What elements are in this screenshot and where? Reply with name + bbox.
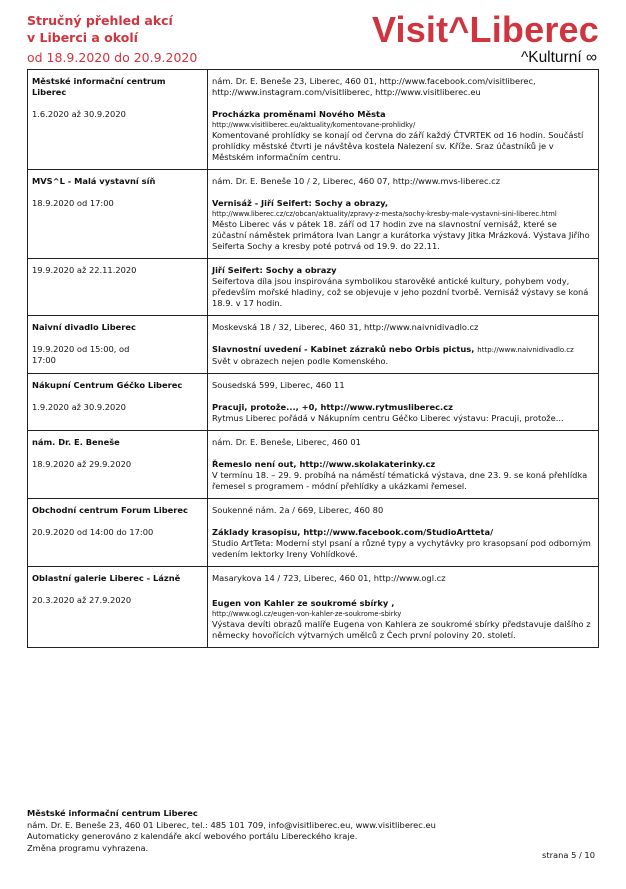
- event-date: 1.6.2020 až 30.9.2020: [32, 109, 126, 119]
- document-title: [27, 12, 173, 46]
- event-description: Výstava devíti obrazů malíře Eugena von Kahlera ze soukromé sbírky představuje dalšího z německy hovořících výtvarných umělců z Čech první poloviny 20. století.: [212, 619, 591, 640]
- venue-name: Obchodní centrum Forum Liberec: [32, 505, 188, 515]
- venue-name: Oblastní galerie Liberec - Lázně: [32, 573, 181, 583]
- event-row: [28, 315, 598, 373]
- event-detail-cell: [208, 316, 598, 373]
- visit-liberec-logo: [327, 9, 599, 68]
- event-row: [28, 70, 598, 169]
- event-date: 19.9.2020 od 15:00, od 17:00: [32, 344, 130, 365]
- event-title: Řemeslo není out, http://www.skolakaterinky.cz: [212, 459, 436, 469]
- event-title: Procházka proměnami Nového Města: [212, 109, 386, 119]
- event-url[interactable]: http://www.naivnidivadlo.cz: [477, 346, 574, 354]
- event-detail-cell: [208, 374, 598, 430]
- venue-name: Naivní divadlo Liberec: [32, 322, 136, 332]
- event-row: [28, 258, 598, 315]
- event-row: [28, 566, 598, 647]
- event-description: Město Liberec vás v pátek 18. září od 17 hodin zve na slavnostní vernisáž, které se zúčastní náměstek primátora Ivan Langr a kurátorka výstavy Jitka Mrázková. Výstava Jiřího Seiferta Sochy a kresby poté potrvá od 19.9. do 22.11.: [212, 219, 590, 251]
- event-venue-cell: [28, 259, 208, 315]
- event-url[interactable]: http://www.liberec.cz/cz/obcan/aktuality/zpravy-z-mesta/sochy-kresby-male-vystavni-sini-liberec.html: [212, 210, 557, 218]
- event-row: [28, 169, 598, 258]
- event-date: 18.9.2020 od 17:00: [32, 198, 114, 208]
- event-row: [28, 430, 598, 498]
- event-venue-cell: [28, 170, 208, 258]
- page-number: strana 5 / 10: [542, 850, 595, 860]
- event-description: Svět v obrazech nejen podle Komenského.: [212, 356, 389, 366]
- event-detail-cell: [208, 567, 598, 647]
- event-title: Jiří Seifert: Sochy a obrazy: [212, 265, 337, 275]
- venue-address: Soukenné nám. 2a / 669, Liberec, 460 80: [212, 505, 384, 515]
- venue-address: nám. Dr. E. Beneše 10 / 2, Liberec, 460 07, http://www.mvs-liberec.cz: [212, 176, 501, 186]
- event-date: 20.9.2020 od 14:00 do 17:00: [32, 527, 154, 537]
- title-line-1: Stručný přehled akcí: [27, 13, 173, 28]
- footer-organization: Městské informační centrum Liberec: [27, 808, 198, 818]
- event-venue-cell: [28, 431, 208, 498]
- event-date: 1.9.2020 až 30.9.2020: [32, 402, 126, 412]
- event-venue-cell: [28, 70, 208, 169]
- venue-name: Městské informační centrum Liberec: [32, 76, 166, 97]
- event-date: 19.9.2020 až 22.11.2020: [32, 265, 137, 275]
- event-description: Komentované prohlídky se konají od června do září každý ČTVRTEK od 16 hodin. Součástí prohlídky městské čtvrti je návštěva kostela Nalezení sv. Kříže. Sraz účastníků je v Městském informačním centru.: [212, 130, 584, 162]
- page-header: [27, 9, 599, 68]
- venue-address: Moskevská 18 / 32, Liberec, 460 31, http://www.naivnidivadlo.cz: [212, 322, 479, 332]
- event-detail-cell: [208, 431, 598, 498]
- events-table: [27, 69, 599, 648]
- venue-address: nám. Dr. E. Beneše, Liberec, 460 01: [212, 437, 361, 447]
- event-description: Studio ArtTeta: Moderní styl psaní a různé typy a vychytávky pro krasopsaní pod odborným vedením lektorky Ireny Vohlídkové.: [212, 538, 591, 559]
- venue-name: nám. Dr. E. Beneše: [32, 437, 120, 447]
- title-line-2: v Liberci a okolí: [27, 30, 138, 45]
- event-detail-cell: [208, 259, 598, 315]
- event-title: Vernisáž - Jiří Seifert: Sochy a obrazy,: [212, 198, 389, 208]
- page-footer: [27, 808, 599, 860]
- event-title: [212, 344, 592, 356]
- footer-note-changes: Změna programu vyhrazena.: [27, 842, 149, 853]
- event-title: Eugen von Kahler ze soukromé sbírky ,: [212, 598, 395, 608]
- venue-address: Sousedská 599, Liberec, 460 11: [212, 380, 345, 390]
- event-venue-cell: [28, 374, 208, 430]
- event-row: [28, 373, 598, 430]
- event-description: Seifertova díla jsou inspirována symbolikou starověké antické kultury, pohybem vody, především mořské hladiny, což se objevuje v jeho pozdní tvorbě. Vernisáž výstavy se koná 18.9. v 17 hodin.: [212, 276, 589, 308]
- event-url[interactable]: http://www.visitliberec.eu/aktuality/komentovane-prohlidky/: [212, 121, 416, 129]
- event-detail-cell: [208, 499, 598, 566]
- event-title-text: Slavnostní uvedení - Kabinet zázraků nebo Orbis pictus,: [212, 344, 475, 354]
- venue-name: Nákupní Centrum Géčko Liberec: [32, 380, 183, 390]
- venue-address: Masarykova 14 / 723, Liberec, 460 01, http://www.ogl.cz: [212, 573, 446, 583]
- footer-contact: nám. Dr. E. Beneše 23, 460 01 Liberec, tel.: 485 101 709, info@visitliberec.eu, www.visitliberec.eu: [27, 819, 436, 830]
- event-title: Pracuji, protože..., +0, http://www.rytmusliberec.cz: [212, 402, 453, 412]
- event-row: [28, 498, 598, 566]
- event-date: 18.9.2020 až 29.9.2020: [32, 459, 132, 469]
- event-title: Základy krasopisu, http://www.facebook.com/StudioArtteta/: [212, 527, 494, 537]
- venue-name: MVS^L - Malá vystavní síň: [32, 176, 156, 186]
- event-description: V termínu 18. – 29. 9. probíhá na náměstí tématická výstava, dne 23. 9. se koná přehlídka řemesel s programem - módní přehlídky a ukázkami řemesel.: [212, 470, 588, 491]
- event-url[interactable]: http://www.ogl.cz/eugen-von-kahler-ze-soukrome-sbirky: [212, 610, 402, 618]
- event-date: 20.3.2020 až 27.9.2020: [32, 595, 132, 605]
- logo-subtitle: ^Kulturní ∞: [520, 49, 597, 66]
- event-detail-cell: [208, 70, 598, 169]
- event-detail-cell: [208, 170, 598, 258]
- event-venue-cell: [28, 567, 208, 647]
- event-venue-cell: [28, 316, 208, 373]
- date-range: od 18.9.2020 do 20.9.2020: [27, 50, 198, 65]
- event-description: Rytmus Liberec pořádá v Nákupním centru Géčko Liberec výstavu: Pracuji, protože...: [212, 413, 564, 423]
- footer-note-generated: Automaticky generováno z kalendáře akcí webového portálu Libereckého kraje.: [27, 831, 358, 841]
- venue-address: nám. Dr. E. Beneše 23, Liberec, 460 01, http://www.facebook.com/visitliberec, http://www.instagram.com/visitliberec, http://www.visitliberec.eu: [212, 76, 536, 97]
- event-venue-cell: [28, 499, 208, 566]
- logo-brand: Visit^Liberec: [371, 9, 599, 50]
